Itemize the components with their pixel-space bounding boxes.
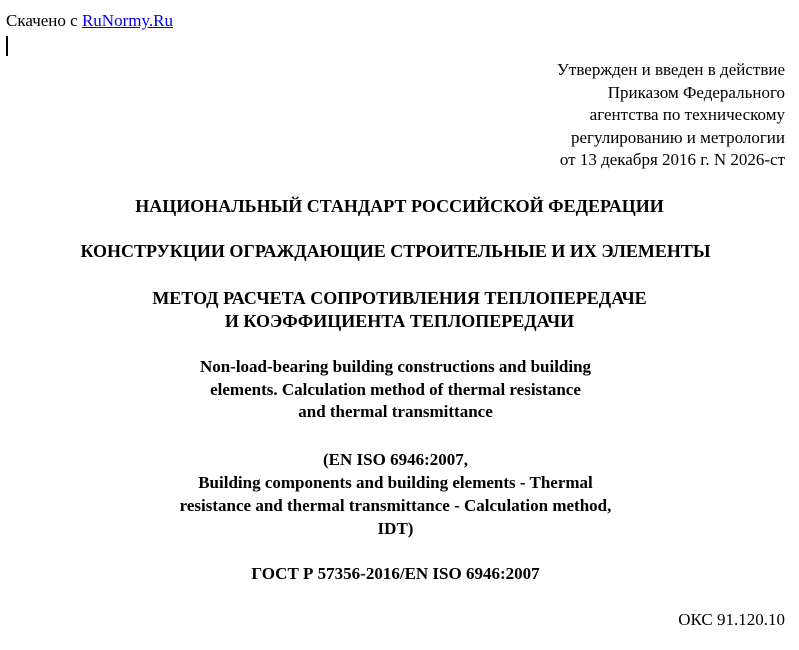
source-site-link[interactable]: RuNormy.Ru	[81, 11, 173, 30]
english-title-line: elements. Calculation method of thermal resistance	[210, 379, 581, 399]
english-title-line: Non-load-bearing building constructions and building	[199, 357, 592, 376]
standard-designation	[0, 563, 795, 585]
approval-line: от 13 декабря 2016 г. N 2026-ст	[559, 150, 785, 169]
reference-line: (EN ISO 6946:2007,	[323, 450, 468, 469]
english-title	[0, 356, 795, 424]
document-title	[0, 287, 799, 333]
reference-line: resistance and thermal transmittance - Calculation method,	[179, 496, 612, 515]
approval-line: агентства по техническому	[589, 105, 785, 124]
title-line: МЕТОД РАСЧЕТА СОПРОТИВЛЕНИЯ ТЕПЛОПЕРЕДАЧЕ	[152, 288, 647, 308]
english-title-line: and thermal transmittance	[298, 402, 493, 421]
approval-line: Приказом Федерального	[607, 82, 785, 102]
approval-block	[557, 59, 785, 172]
approval-line: регулированию и метрологии	[570, 127, 785, 147]
download-source-line	[6, 11, 173, 31]
reference-line: Building components and building elements - Thermal	[198, 473, 593, 492]
reference-line: IDT)	[377, 519, 414, 538]
subject-heading	[0, 240, 795, 262]
standard-type-heading	[0, 195, 799, 217]
designation-text: ГОСТ Р 57356-2016/EN ISO 6946:2007	[251, 564, 540, 583]
approval-line: Утвержден и введен в действие	[556, 60, 785, 79]
text-caret	[6, 36, 8, 56]
title-line: И КОЭФФИЦИЕНТА ТЕПЛОПЕРЕДАЧИ	[224, 311, 575, 331]
classification-code: ОКС 91.120.10	[678, 610, 785, 629]
downloaded-from-label: Скачено с	[6, 11, 82, 30]
standard-type-text: НАЦИОНАЛЬНЫЙ СТАНДАРТ РОССИЙСКОЙ ФЕДЕРАЦИИ	[135, 196, 664, 216]
international-reference	[0, 448, 795, 540]
subject-text: КОНСТРУКЦИИ ОГРАЖДАЮЩИЕ СТРОИТЕЛЬНЫЕ И ИХ ЭЛЕМЕНТЫ	[80, 241, 711, 261]
